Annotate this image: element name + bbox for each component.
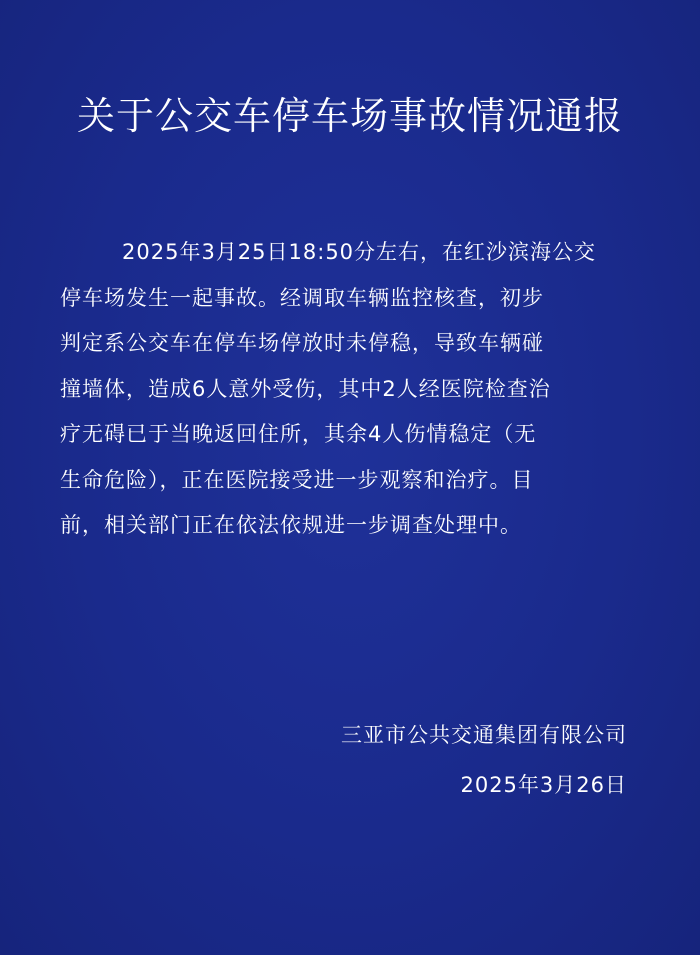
- body-line: 疗无碍已于当晚返回住所，其余4人伤情稳定（无: [60, 422, 537, 446]
- issuing-organization: 三亚市公共交通集团有限公司: [341, 723, 627, 747]
- body-line: 2025年3月25日18:50分左右，在红沙滨海公交: [122, 240, 597, 264]
- body-line: 停车场发生一起事故。经调取车辆监控核查，初步: [60, 285, 544, 310]
- body-line: 判定系公交车在停车场停放时未停稳，导致车辆碰: [60, 331, 544, 355]
- notice-title: 关于公交车停车场事故情况通报: [76, 94, 623, 138]
- body-line: 生命危险），正在医院接受进一步观察和治疗。目: [60, 467, 534, 492]
- body-line: 撞墙体，造成6人意外受伤，其中2人经医院检查治: [60, 376, 551, 401]
- body-line: 前，相关部门正在依法依规进一步调查处理中。: [60, 513, 522, 537]
- notice-body: [60, 233, 640, 552]
- issue-date: 2025年3月26日: [460, 773, 627, 797]
- signature-block: [341, 718, 627, 802]
